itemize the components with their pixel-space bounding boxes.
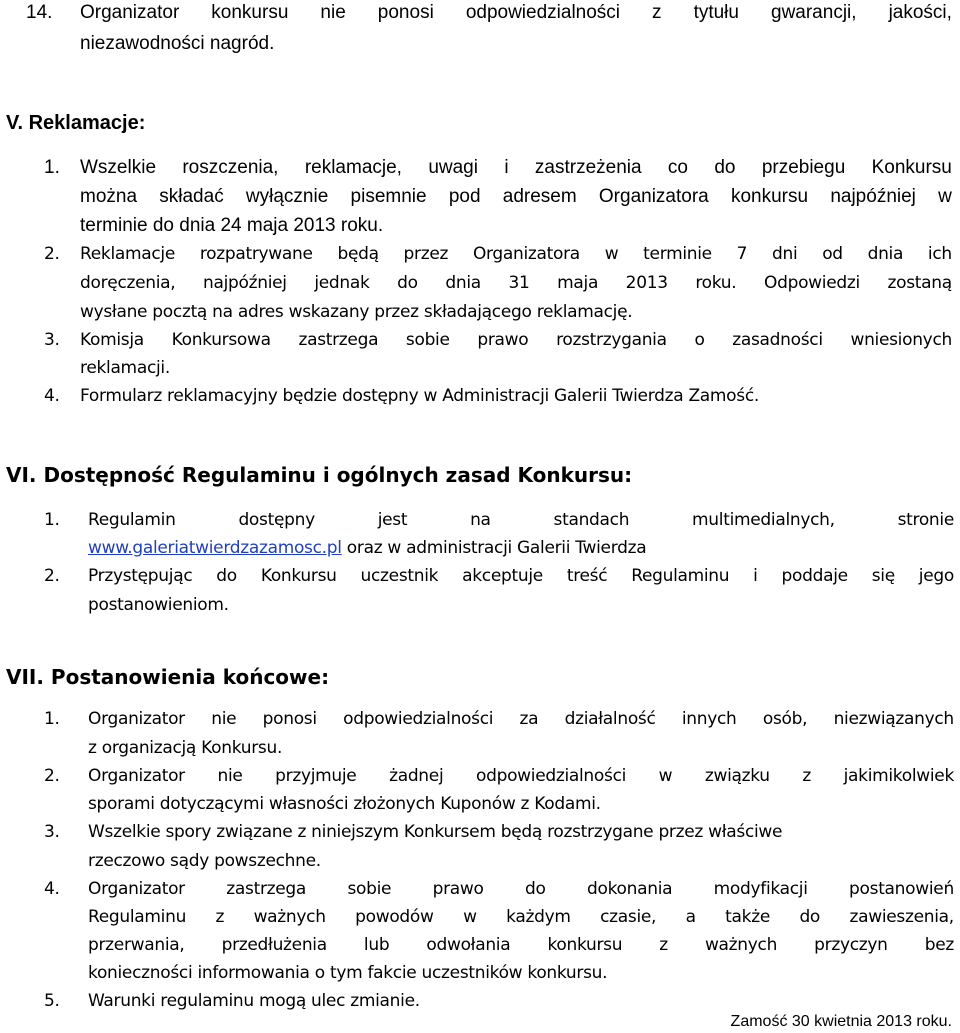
- vii-item-4-line-3-text: przerwania, przedłużenia lub odwołania konkursu z ważnych przyczyn bez: [88, 935, 954, 955]
- v-item-3-line-1: [80, 330, 952, 350]
- v-item-2-line-2-text: doręczenia, najpóźniej jednak do dnia 31 maja 2013 roku. Odpowiedzi zostaną: [80, 273, 952, 293]
- vii-item-2-line-2: sporami dotyczącymi własności złożonych Kuponów z Kodami.: [88, 794, 601, 814]
- item-14-line-1-text: Organizator konkursu nie ponosi odpowiedzialności z tytułu gwarancji, jakości,: [80, 2, 952, 23]
- vii-item-5-number: 5.: [44, 991, 60, 1011]
- vii-item-2-line-1: [88, 766, 954, 786]
- v-item-1-line-3: terminie do dnia 24 maja 2013 roku.: [80, 215, 384, 236]
- v-item-1-number: 1.: [44, 157, 60, 178]
- section-vi-heading: VI. Dostępność Regulaminu i ogólnych zasad Konkursu:: [6, 463, 633, 487]
- v-item-3-line-1-text: Komisja Konkursowa zastrzega sobie prawo rozstrzygania o zasadności wniesionych: [80, 330, 952, 350]
- item-14-number: 14.: [26, 2, 53, 23]
- v-item-3-line-2: reklamacji.: [80, 358, 170, 378]
- vii-item-4-line-1-text: Organizator zastrzega sobie prawo do dokonania modyfikacji postanowień: [88, 879, 954, 899]
- vii-item-4-line-2-text: Regulaminu z ważnych powodów w każdym czasie, a także do zawieszenia,: [88, 907, 954, 927]
- vi-item-2-line-1: [88, 566, 954, 586]
- section-v-heading: V. Reklamacje:: [6, 112, 146, 134]
- vi-item-2-line-2: postanowieniom.: [88, 595, 229, 615]
- item-14-line-2: niezawodności nagród.: [80, 33, 275, 54]
- vii-item-1-number: 1.: [44, 709, 60, 729]
- v-item-1-line-1-text: Wszelkie roszczenia, reklamacje, uwagi i zastrzeżenia co do przebiegu Konkursu: [80, 157, 952, 178]
- section-vii-heading: VII. Postanowienia końcowe:: [6, 665, 330, 689]
- vii-item-1-line-1: [88, 709, 954, 729]
- v-item-2-line-1: [80, 244, 952, 264]
- website-link[interactable]: www.galeriatwierdzazamosc.pl: [88, 538, 342, 558]
- v-item-4-line-1: Formularz reklamacyjny będzie dostępny w Administracji Galerii Twierdza Zamość.: [80, 386, 759, 406]
- v-item-2-line-3: wysłane pocztą na adres wskazany przez składającego reklamację.: [80, 302, 633, 322]
- vii-item-4-line-1: [88, 879, 954, 899]
- vi-item-1-line-1: [88, 510, 954, 530]
- vii-item-1-line-1-text: Organizator nie ponosi odpowiedzialności za działalność innych osób, niezwiązanych: [88, 709, 954, 729]
- v-item-2-line-2: [80, 273, 952, 293]
- v-item-3-number: 3.: [44, 330, 60, 350]
- vi-item-2-number: 2.: [44, 566, 60, 586]
- v-item-1-line-2-text: można składać wyłącznie pisemnie pod adresem Organizatora konkursu najpóźniej w: [80, 186, 952, 207]
- v-item-4-number: 4.: [44, 386, 60, 406]
- vii-item-4-line-2: [88, 907, 954, 927]
- vii-item-4-number: 4.: [44, 879, 60, 899]
- vii-item-5-line-1: Warunki regulaminu mogą ulec zmianie.: [88, 991, 420, 1011]
- vii-item-3-line-2: rzeczowo sądy powszechne.: [88, 851, 321, 871]
- vii-item-2-line-1-text: Organizator nie przyjmuje żadnej odpowiedzialności w związku z jakimikolwiek: [88, 766, 954, 786]
- vii-item-2-number: 2.: [44, 766, 60, 786]
- v-item-2-number: 2.: [44, 244, 60, 264]
- v-item-1-line-1: [80, 157, 952, 179]
- vii-item-1-line-2: z organizacją Konkursu.: [88, 738, 283, 758]
- vii-item-4-line-3: [88, 935, 954, 955]
- vii-item-3-line-1: Wszelkie spory związane z niniejszym Konkursem będą rozstrzygane przez właściwe: [88, 822, 783, 842]
- v-item-1-line-2: [80, 186, 952, 208]
- vii-item-4-line-4: konieczności informowania o tym fakcie uczestników konkursu.: [88, 963, 608, 983]
- document-date: Zamość 30 kwietnia 2013 roku.: [730, 1013, 952, 1030]
- vi-item-2-line-1-text: Przystępując do Konkursu uczestnik akceptuje treść Regulaminu i poddaje się jego: [88, 566, 954, 586]
- item-14-line-1: [80, 2, 952, 24]
- vii-item-3-number: 3.: [44, 822, 60, 842]
- vi-item-1-line-1-text: Regulamin dostępny jest na standach multimedialnych, stronie: [88, 510, 954, 530]
- v-item-2-line-1-text: Reklamacje rozpatrywane będą przez Organizatora w terminie 7 dni od dnia ich: [80, 244, 952, 264]
- vi-item-1-line-2: [88, 538, 646, 558]
- vi-item-1-number: 1.: [44, 510, 60, 530]
- vi-item-1-line-2-rest: oraz w administracji Galerii Twierdza: [341, 538, 647, 558]
